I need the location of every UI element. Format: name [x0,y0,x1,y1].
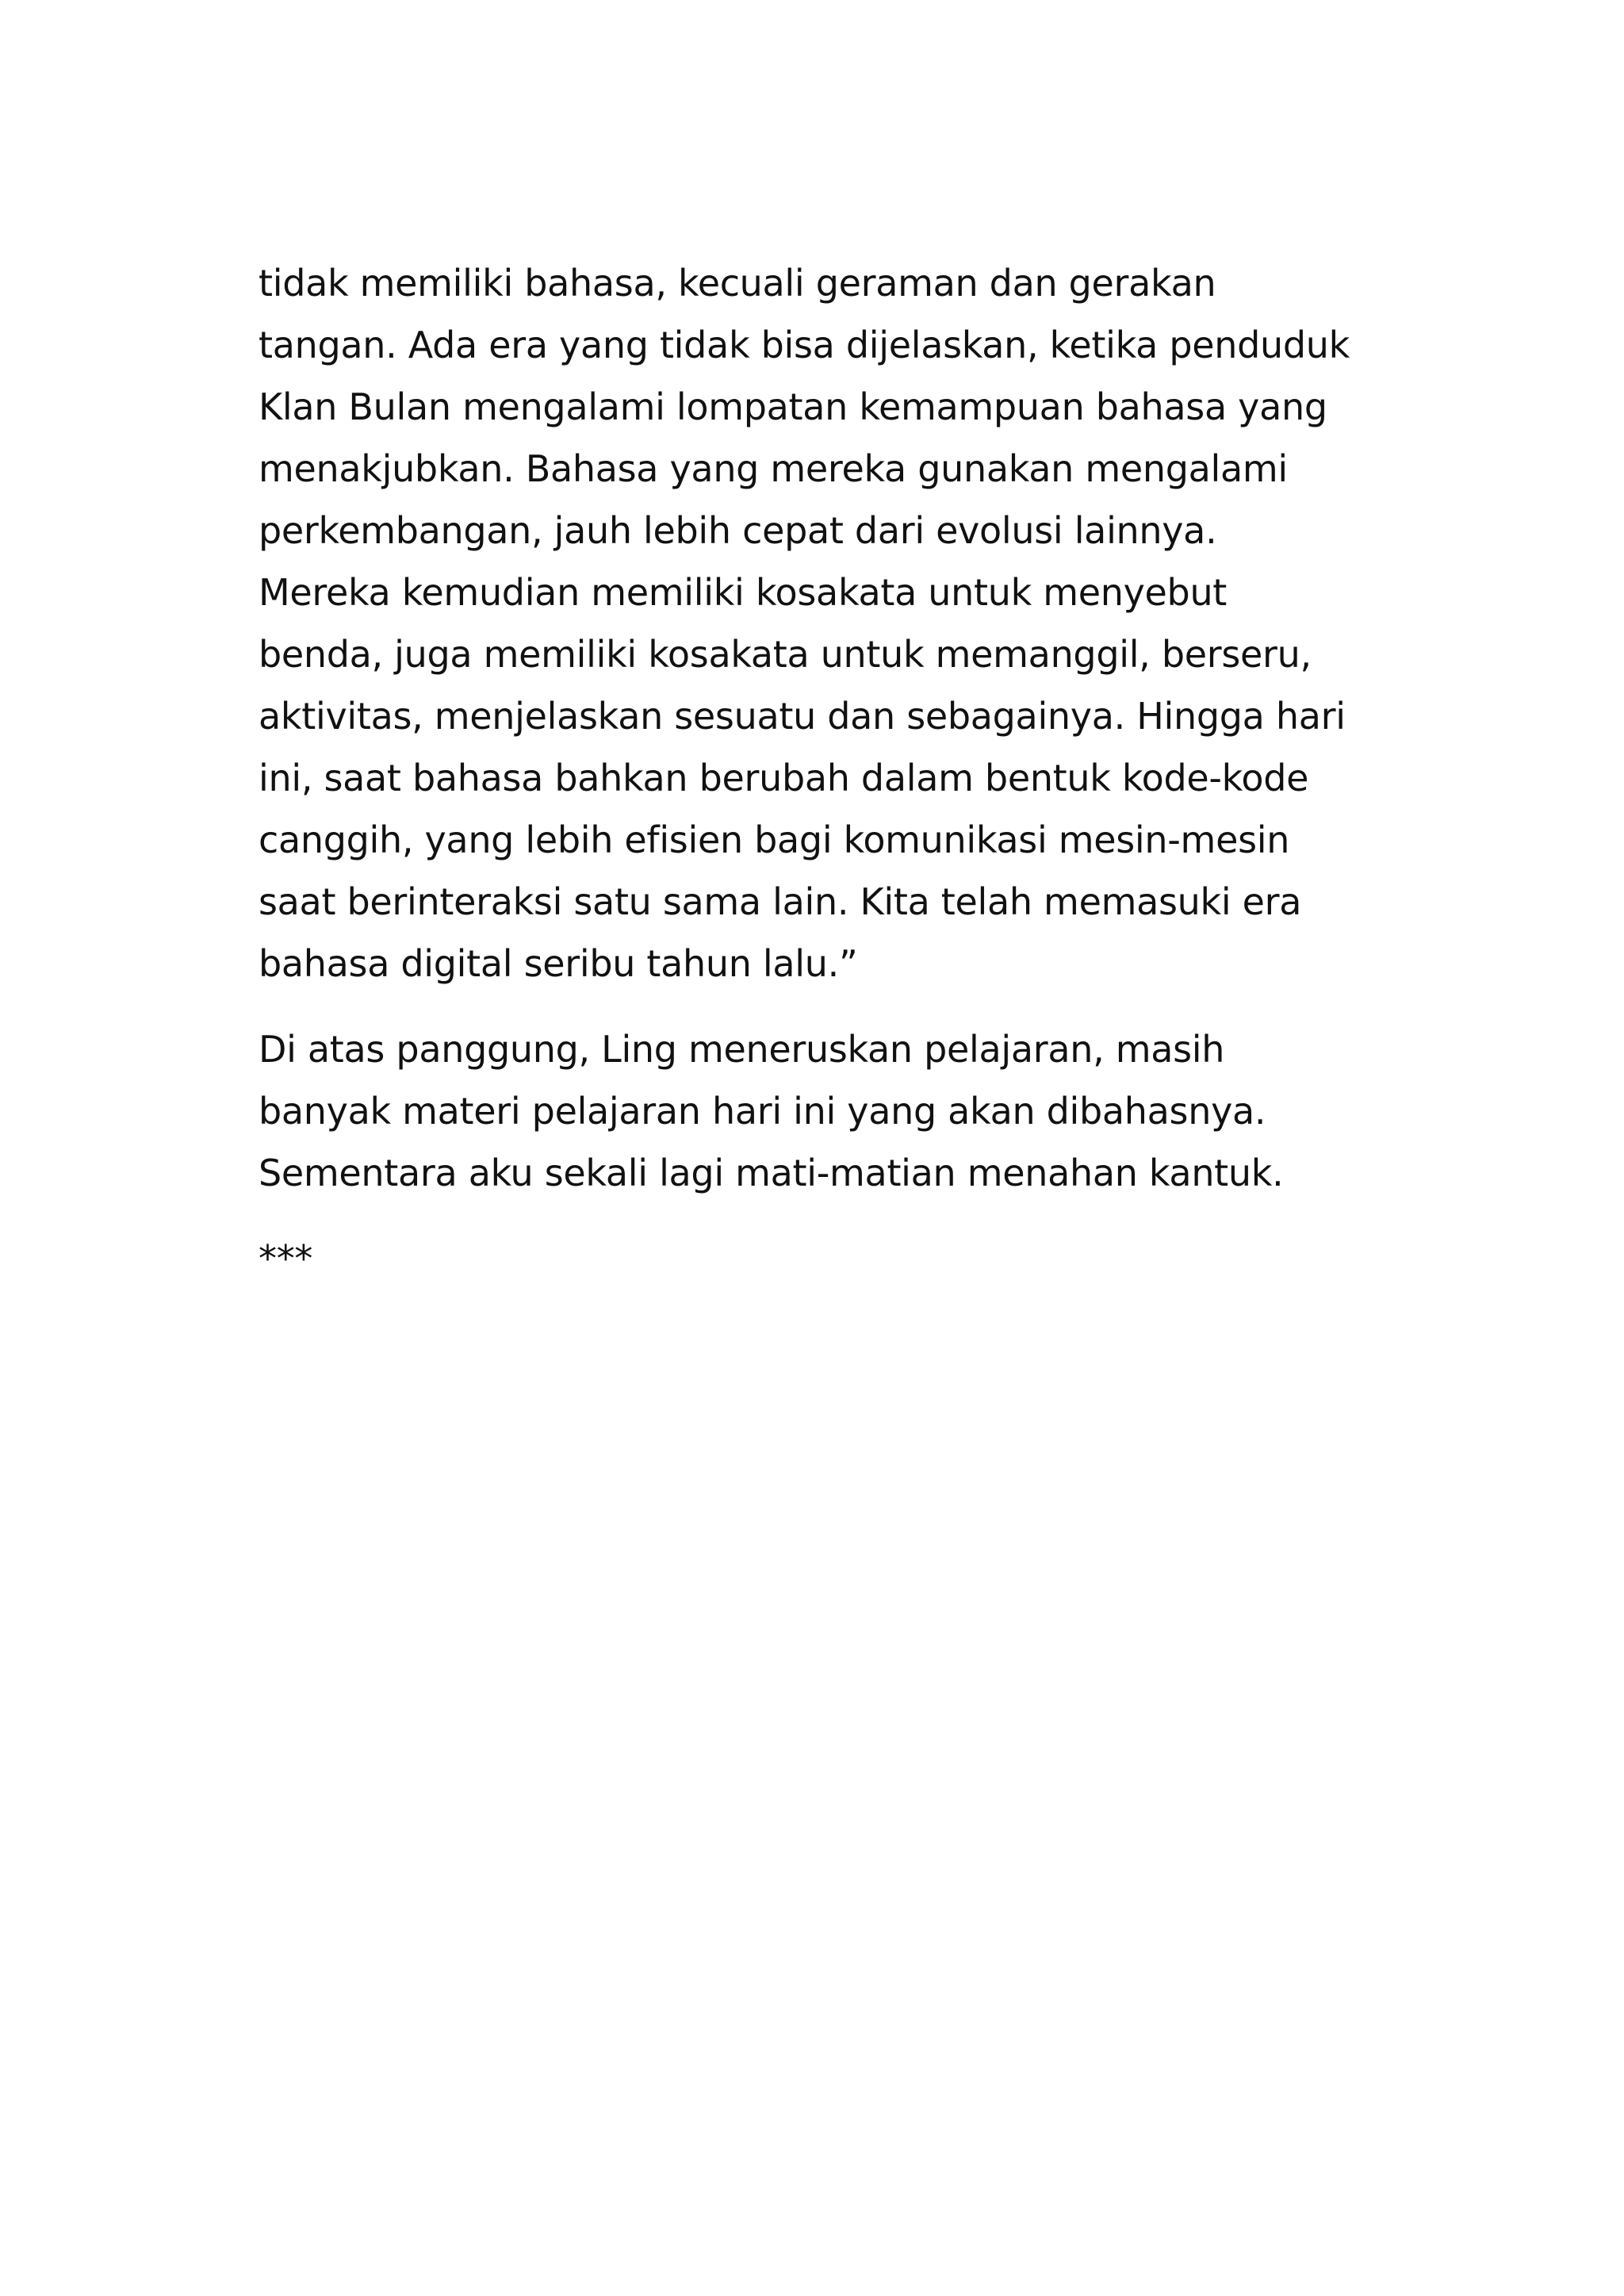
section-separator: *** [259,1237,313,1280]
text-line: tidak memiliki bahasa, kecuali geraman dan gerakan [259,262,1216,305]
text-line: aktivitas, menjelaskan sesuatu dan sebagainya. Hingga hari [259,695,1346,738]
text-line: Mereka kemudian memiliki kosakata untuk menyebut [259,571,1228,614]
text-line: saat berinteraksi satu sama lain. Kita telah memasuki era [259,880,1302,923]
text-line: menakjubkan. Bahasa yang mereka gunakan mengalami [259,447,1288,490]
text-line: banyak materi pelajaran hari ini yang akan dibahasnya. [259,1090,1266,1133]
text-line: Sementara aku sekali lagi mati-matian menahan kantuk. [259,1152,1284,1194]
text-line: Klan Bulan mengalami lompatan kemampuan bahasa yang [259,385,1327,428]
paragraph-spacer [259,1204,1408,1228]
text-line: perkembangan, jauh lebih cepat dari evolusi lainnya. [259,509,1217,552]
text-line: bahasa digital seribu tahun lalu.” [259,942,858,985]
paragraph-2 [259,1018,1408,1204]
text-line: benda, juga memiliki kosakata untuk memanggil, berseru, [259,633,1312,676]
body-text [259,252,1408,1290]
text-line: ini, saat bahasa bahkan berubah dalam bentuk kode-kode [259,757,1309,799]
paragraph-spacer [259,995,1408,1018]
text-line: canggih, yang lebih efisien bagi komunikasi mesin-mesin [259,818,1290,861]
text-line: Di atas panggung, Ling meneruskan pelajaran, masih [259,1028,1225,1071]
paragraph-1 [259,252,1408,995]
text-line: tangan. Ada era yang tidak bisa dijelaskan, ketika penduduk [259,324,1350,366]
